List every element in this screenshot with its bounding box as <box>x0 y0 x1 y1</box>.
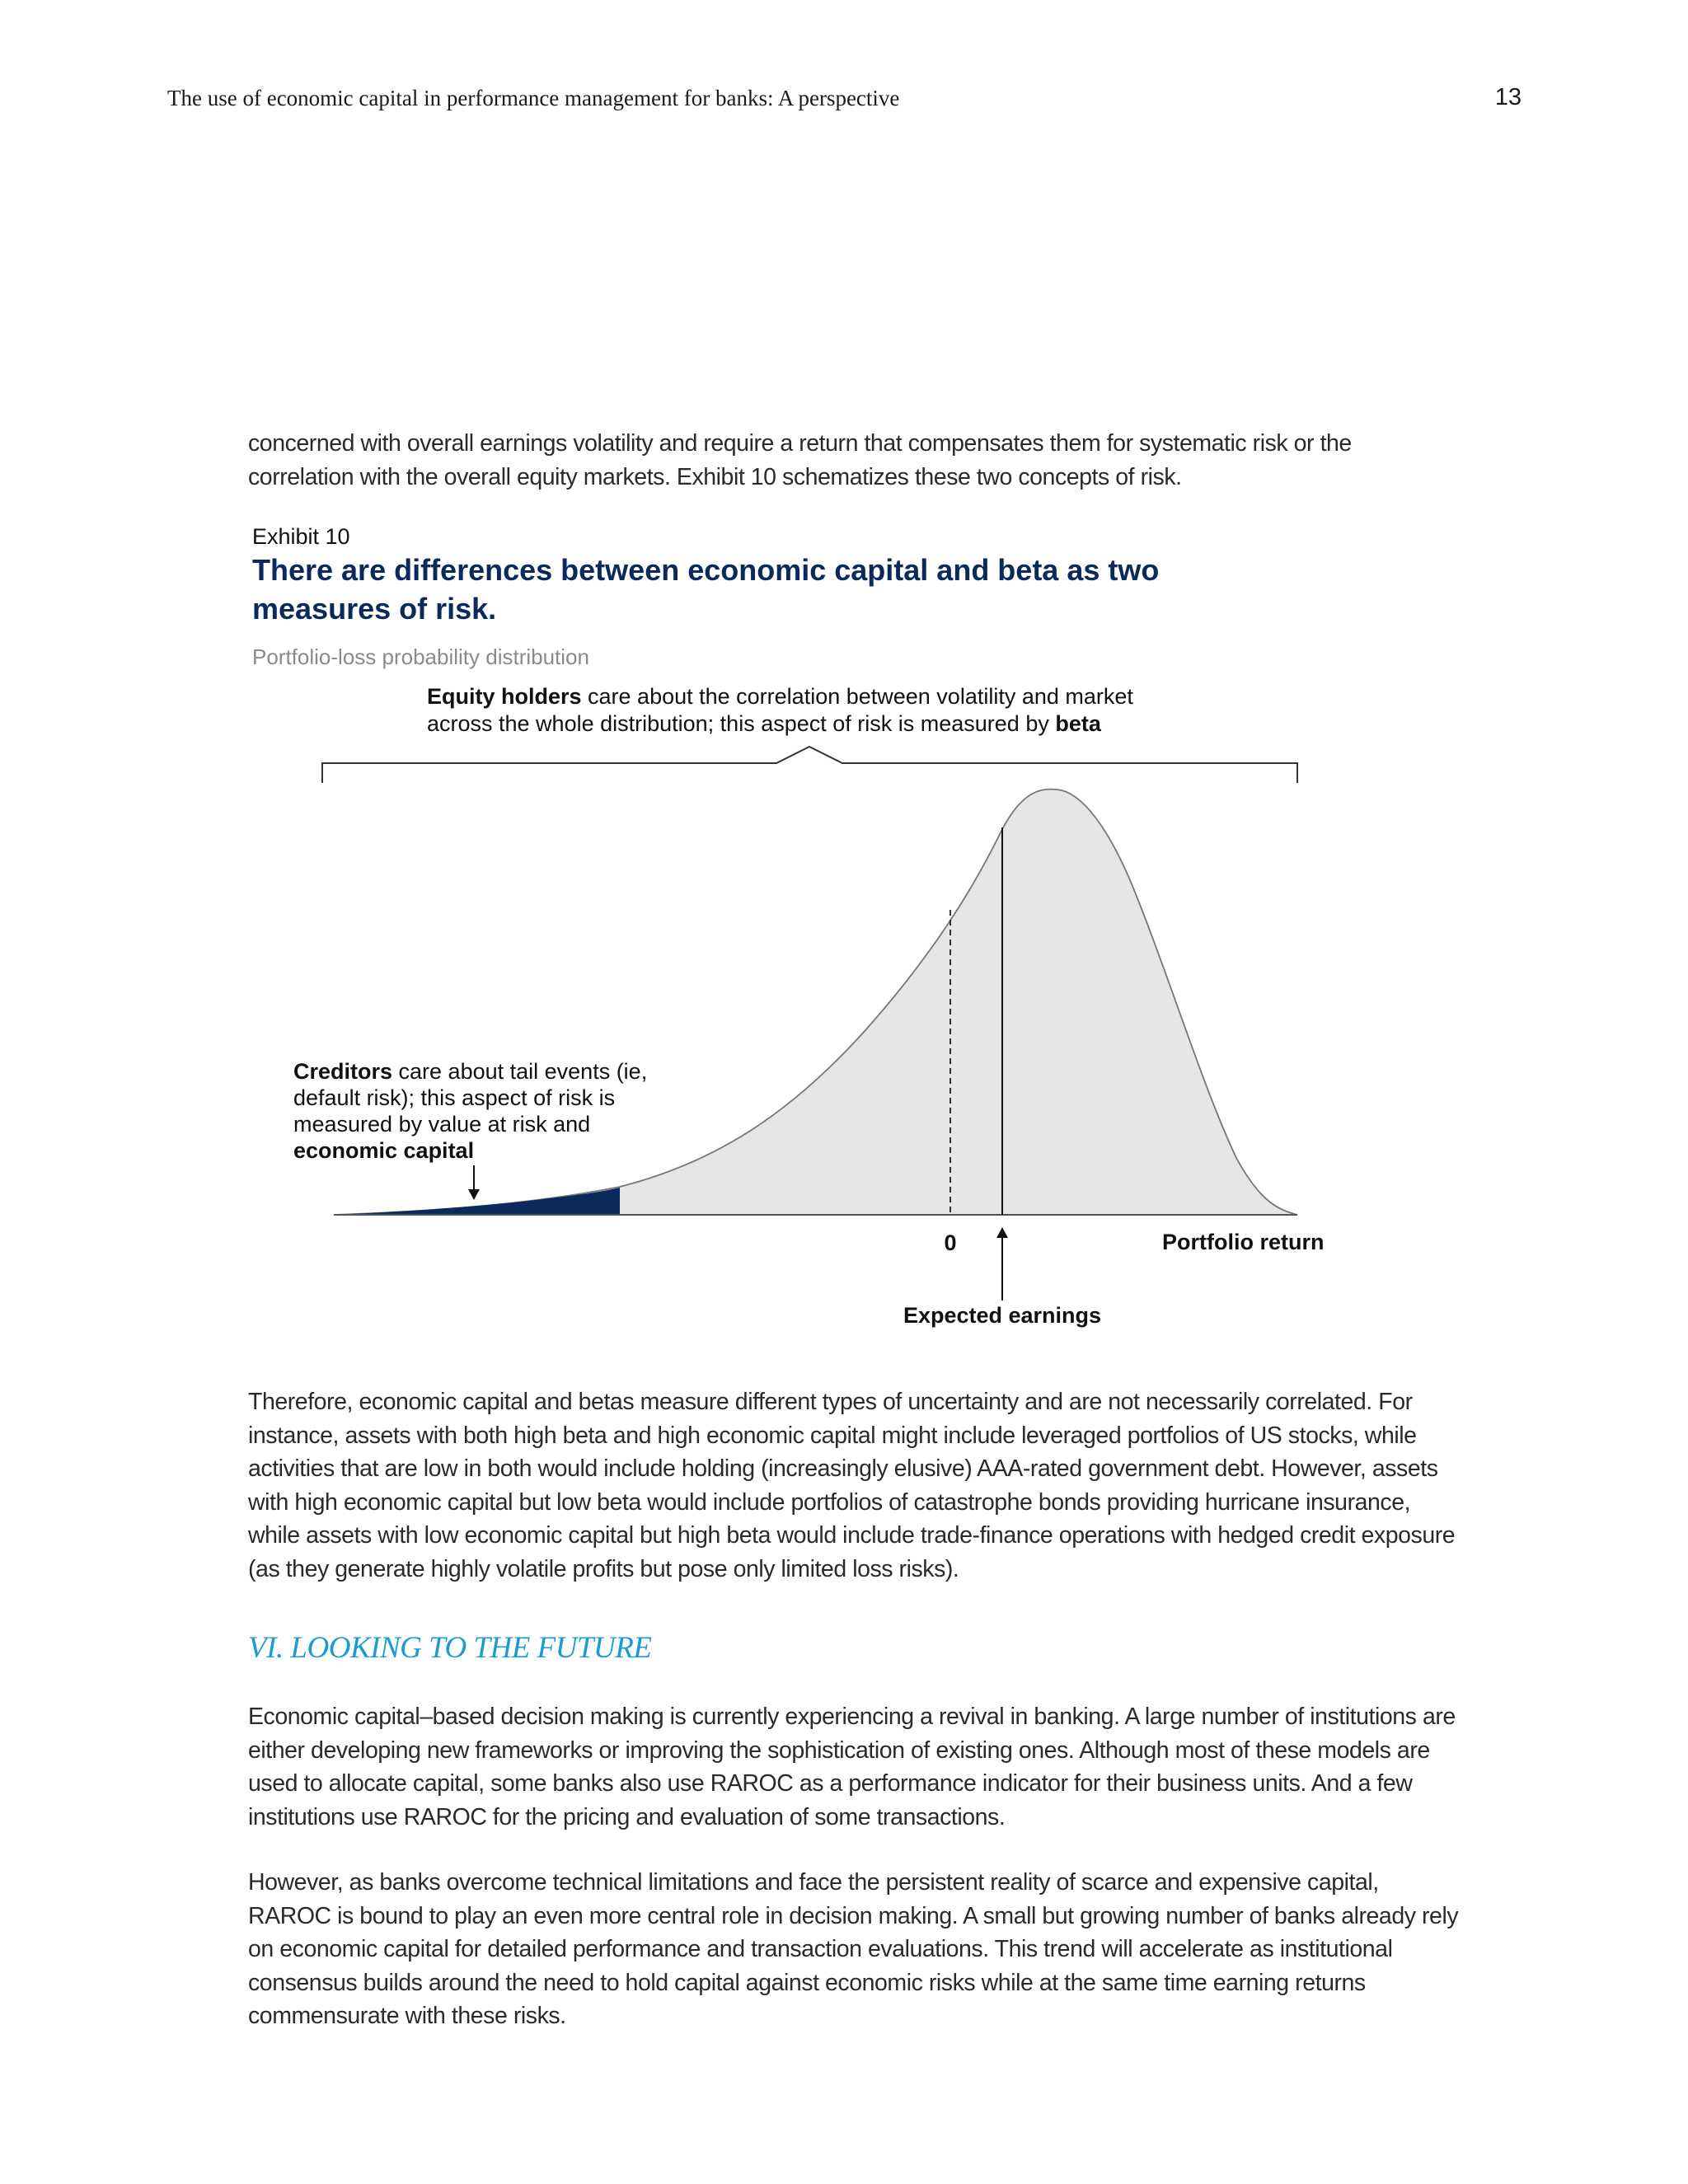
section-heading: VI. LOOKING TO THE FUTURE <box>248 1631 652 1665</box>
creditors-annotation-line3: measured by value at risk and <box>293 1112 591 1137</box>
running-title: The use of economic capital in performance management for banks: A perspective <box>167 86 900 110</box>
page-number: 13 <box>1494 84 1522 110</box>
section-paragraph-2: However, as banks overcome technical limitations and face the persistent reality of scarce and expensive capital, RAROC is bound to play an even more central role in decision making. A small but growing number of banks already rely on economic capital for detailed performance and transaction evaluations. This trend will accelerate as institutional consensus builds around the need to hold capital against economic risks while at the same time earning returns commensurate with these risks. <box>248 1869 1459 2029</box>
section-paragraph-1: Economic capital–based decision making is currently experiencing a revival in banking. A large number of institutions are either developing new frameworks or improving the sophistication of existing ones. Although most of these models are used to allocate capital, some banks also use RAROC as a performance indicator for their business units. And a few institutions use RAROC for the pricing and evaluation of some transactions. <box>248 1704 1456 1830</box>
creditors-annotation-line2: default risk); this aspect of risk is <box>293 1085 616 1110</box>
creditors-annotation-line1 <box>293 1059 647 1084</box>
exhibit-subtitle: Portfolio-loss probability distribution <box>252 644 589 669</box>
creditors-rest: care about tail events (ie, <box>392 1059 648 1084</box>
equity-holders-annotation-line1 <box>427 684 1133 709</box>
expected-earnings-arrowhead <box>996 1227 1008 1238</box>
equity-holders-rest: care about the correlation between volatility and market <box>581 684 1133 709</box>
portfolio-return-label: Portfolio return <box>1162 1230 1325 1254</box>
paragraph-after-exhibit: Therefore, economic capital and betas measure different types of uncertainty and are not necessarily correlated. For instance, assets with both high beta and high economic capital might include leveraged portfolios of US stocks, while activities that are low in both would include holding (increasingly elusive) AAA-rated government debt. However, assets with high economic capital but low beta would include portfolios of catastrophe bonds providing hurricane insurance, while assets with low economic capital but high beta would include trade-finance operations with hedged credit exposure (as they generate highly volatile profits but pose only limited loss risks). <box>248 1389 1456 1582</box>
beta-bold: beta <box>1055 711 1101 736</box>
creditors-arrowhead <box>468 1189 480 1200</box>
creditors-bold: Creditors <box>293 1059 393 1084</box>
equity-holders-bold: Equity holders <box>427 684 582 709</box>
distribution-curve <box>334 790 1297 1215</box>
distribution-bracket <box>322 747 1297 783</box>
exhibit-title: There are differences between economic capital and beta as two measures of risk. <box>252 553 1160 626</box>
expected-earnings-label: Expected earnings <box>903 1303 1102 1328</box>
creditors-annotation-line4: economic capital <box>293 1138 475 1163</box>
equity-holders-line2: across the whole distribution; this aspect of risk is measured by <box>427 711 1056 736</box>
intro-paragraph: concerned with overall earnings volatility and require a return that compensates them for systematic risk or the correlation with the overall equity markets. Exhibit 10 schematizes these two concepts of risk. <box>248 430 1352 490</box>
exhibit-label: Exhibit 10 <box>252 524 350 549</box>
equity-holders-annotation-line2 <box>427 711 1102 736</box>
zero-label: 0 <box>944 1230 957 1255</box>
